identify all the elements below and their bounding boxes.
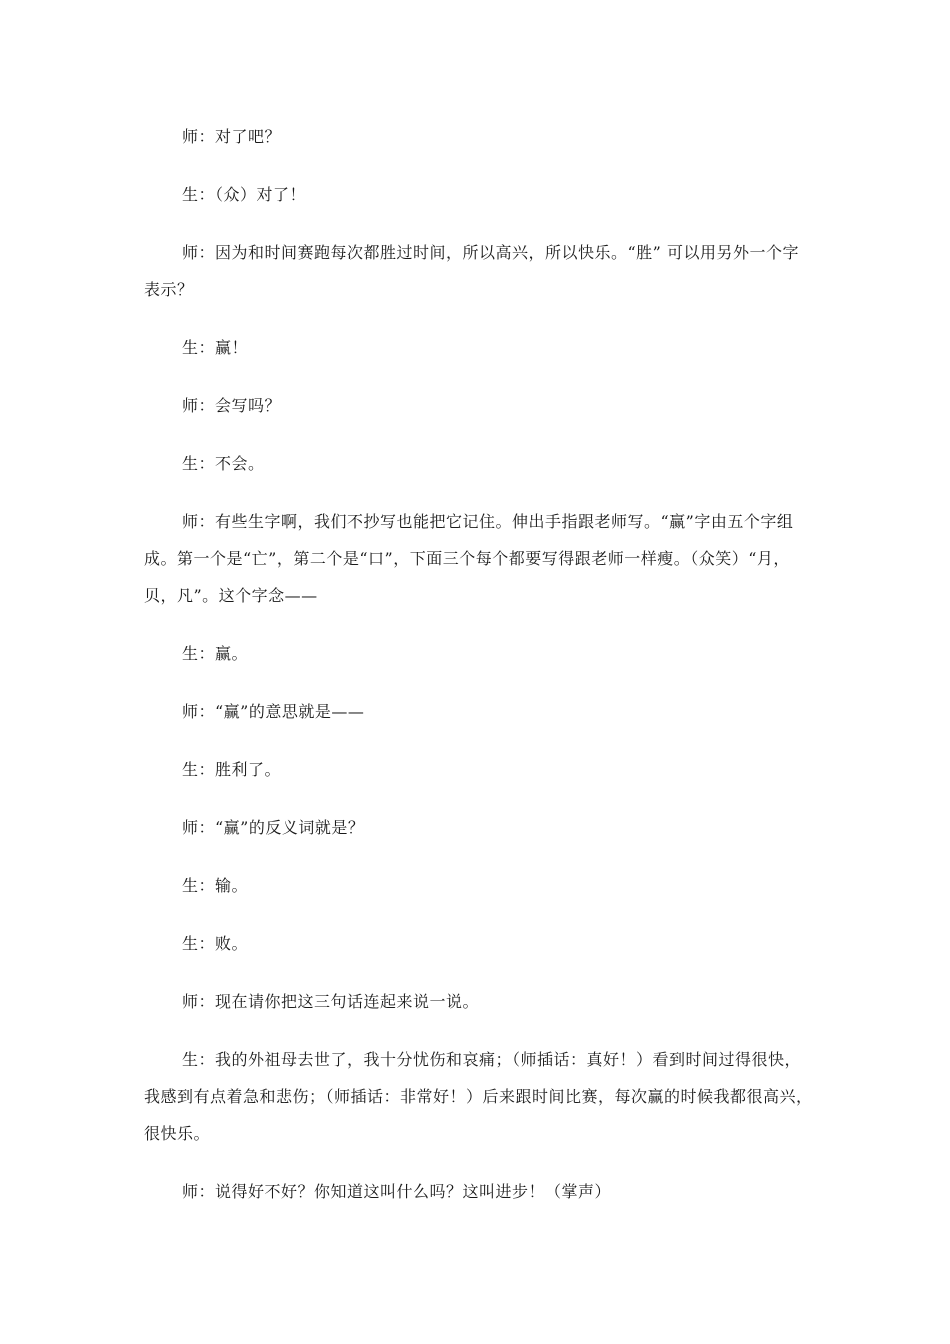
dialogue-line: 师：“赢”的反义词就是？ bbox=[182, 818, 365, 837]
dialogue-line: 生：我的外祖母去世了，我十分忧伤和哀痛；（师插话：真好！）看到时间过得很快，我感到有点着急和悲伤；（师插话：非常好！）后来跟时间比赛，每次赢的时候我都很高兴，很快乐。 bbox=[144, 1050, 813, 1143]
dialogue-line: 生：胜利了。 bbox=[182, 760, 282, 779]
dialogue-transcript bbox=[144, 118, 814, 1231]
dialogue-line: 师：现在请你把这三句话连起来说一说。 bbox=[182, 992, 480, 1011]
dialogue-line: 师：因为和时间赛跑每次都胜过时间，所以高兴，所以快乐。“胜” 可以用另外一个字表示？ bbox=[144, 243, 799, 299]
dialogue-line: 生：赢。 bbox=[182, 644, 249, 663]
dialogue-line: 师：有些生字啊，我们不抄写也能把它记住。伸出手指跟老师写。“赢”字由五个字组成。第一个是“亡”，第二个是“口”，下面三个每个都要写得跟老师一样瘦。（众笑）“月，贝，凡”。这个字念—— bbox=[144, 512, 794, 605]
dialogue-line: 师：会写吗？ bbox=[182, 396, 282, 415]
dialogue-line: 生：输。 bbox=[182, 876, 249, 895]
dialogue-line: 生：赢！ bbox=[182, 338, 249, 357]
dialogue-line: 生：（众）对了！ bbox=[182, 185, 307, 204]
dialogue-line: 师：对了吧？ bbox=[182, 127, 282, 146]
dialogue-line: 师：“赢”的意思就是—— bbox=[182, 702, 365, 721]
dialogue-line: 生：败。 bbox=[182, 934, 249, 953]
dialogue-line: 生：不会。 bbox=[182, 454, 265, 473]
dialogue-line: 师：说得好不好？你知道这叫什么吗？这叫进步！（掌声） bbox=[182, 1182, 612, 1201]
